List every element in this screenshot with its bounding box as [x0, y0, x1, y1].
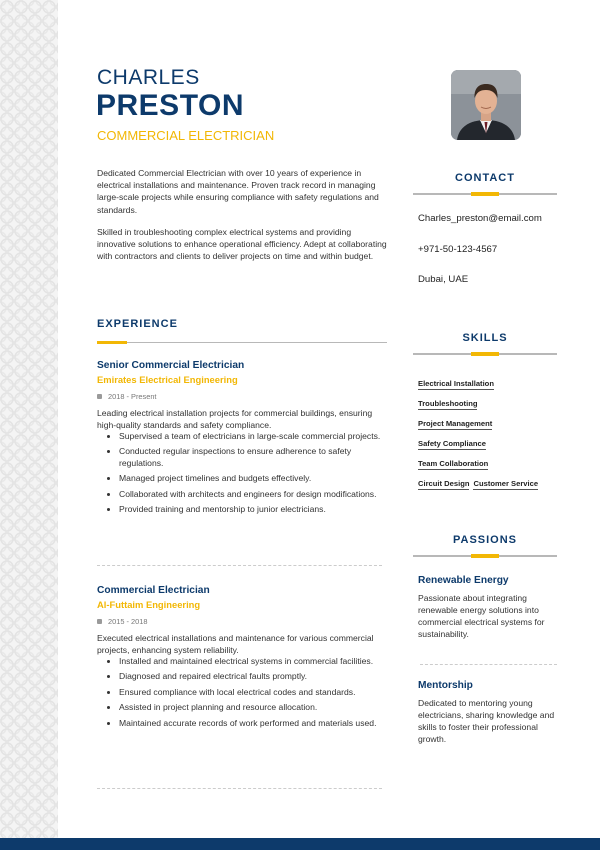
passion-description: Dedicated to mentoring young electricians, sharing knowledge and skills to foster their professional growth.	[418, 698, 555, 744]
footer-bar	[0, 838, 600, 850]
passions-section	[413, 534, 557, 557]
experience-divider	[97, 342, 387, 343]
job-company: Emirates Electrical Engineering	[97, 374, 238, 385]
contact-heading: CONTACT	[455, 172, 515, 184]
job-bullet: • Diagnosed and repaired electrical faults promptly.	[119, 671, 389, 682]
job-role: Commercial Electrician	[97, 585, 210, 596]
skills-divider	[413, 353, 557, 355]
job-bullet: • Ensured compliance with local electrical codes and standards.	[119, 687, 389, 698]
contact-divider	[413, 193, 557, 195]
passion-divider	[420, 664, 557, 665]
calendar-icon	[97, 619, 102, 624]
passion-item	[418, 575, 558, 640]
contact-email[interactable]: Charles_preston@email.com	[418, 213, 542, 224]
job-role: Senior Commercial Electrician	[97, 360, 245, 371]
skills-accent	[471, 352, 499, 356]
job-date-text: 2018 - Present	[108, 392, 157, 401]
skill-tag: Circuit Design	[418, 479, 470, 488]
passion-title: Renewable Energy	[418, 575, 509, 586]
professional-summary	[97, 167, 389, 272]
decorative-pattern-strip	[0, 0, 58, 838]
summary-paragraph: Skilled in troubleshooting complex electrical systems and providing innovative solutions to enhance operational efficiency. Adept at collaborating with contractors and clients to deliver projects on time and within budget.	[97, 226, 387, 262]
contact-accent	[471, 192, 499, 196]
job-description: Executed electrical installations and maintenance for various commercial projects, enhancing system reliability.	[97, 633, 374, 655]
profile-photo	[451, 70, 521, 140]
job-bullet: • Managed project timelines and budgets effectively.	[119, 473, 389, 484]
job-bullet: • Assisted in project planning and resource allocation.	[119, 702, 389, 713]
contact-phone[interactable]: +971-50-123-4567	[418, 244, 498, 255]
passion-description: Passionate about integrating renewable energy solutions into commercial electrical systems for sustainability.	[418, 593, 545, 639]
skill-tag: Team Collaboration	[418, 459, 489, 468]
calendar-icon	[97, 394, 102, 399]
job-bullet: • Collaborated with architects and engineers for design modifications.	[119, 489, 389, 500]
skill-tag: Project Management	[418, 419, 493, 428]
experience-accent	[97, 341, 127, 344]
skills-list	[418, 373, 568, 493]
first-name: CHARLES	[97, 66, 200, 89]
contact-section	[413, 172, 557, 195]
job-entry	[97, 360, 389, 519]
skills-section	[413, 332, 557, 355]
skills-heading: SKILLS	[462, 332, 508, 344]
experience-heading: EXPERIENCE	[97, 318, 178, 330]
job-dates	[97, 617, 389, 626]
job-bullet: • Installed and maintained electrical systems in commercial facilities.	[119, 656, 389, 667]
job-bullets	[97, 656, 389, 729]
passion-title: Mentorship	[418, 680, 473, 691]
passions-accent	[471, 554, 499, 558]
job-bullet: • Supervised a team of electricians in large-scale commercial projects.	[119, 431, 389, 442]
passions-divider	[413, 555, 557, 557]
job-bullet: • Conducted regular inspections to ensure adherence to safety regulations.	[119, 446, 389, 469]
job-date-text: 2015 - 2018	[108, 617, 148, 626]
skill-tag: Safety Compliance	[418, 439, 486, 448]
job-title: COMMERCIAL ELECTRICIAN	[97, 128, 275, 143]
job-dates	[97, 392, 389, 401]
job-entry	[97, 585, 389, 733]
job-divider	[97, 565, 382, 566]
contact-location: Dubai, UAE	[418, 274, 469, 285]
last-name: PRESTON	[96, 89, 244, 122]
skill-tag: Electrical Installation	[418, 379, 494, 388]
summary-paragraph: Dedicated Commercial Electrician with over 10 years of experience in electrical installations and maintenance. Proven track record in managing large-scale projects while ensuring compliance with safety regulations and standards.	[97, 168, 379, 215]
skill-tag: Troubleshooting	[418, 399, 478, 408]
job-divider	[97, 788, 382, 789]
job-company: Al-Futtaim Engineering	[97, 599, 201, 610]
passions-heading: PASSIONS	[452, 534, 518, 546]
job-bullet: • Maintained accurate records of work performed and materials used.	[119, 718, 389, 729]
job-bullets	[97, 431, 389, 515]
passion-item	[418, 680, 558, 745]
job-description: Leading electrical installation projects for commercial buildings, ensuring high-quality standards and safety compliance.	[97, 408, 373, 430]
skill-tag: Customer Service	[473, 479, 539, 488]
job-bullet: • Provided training and mentorship to junior electricians.	[119, 504, 389, 515]
